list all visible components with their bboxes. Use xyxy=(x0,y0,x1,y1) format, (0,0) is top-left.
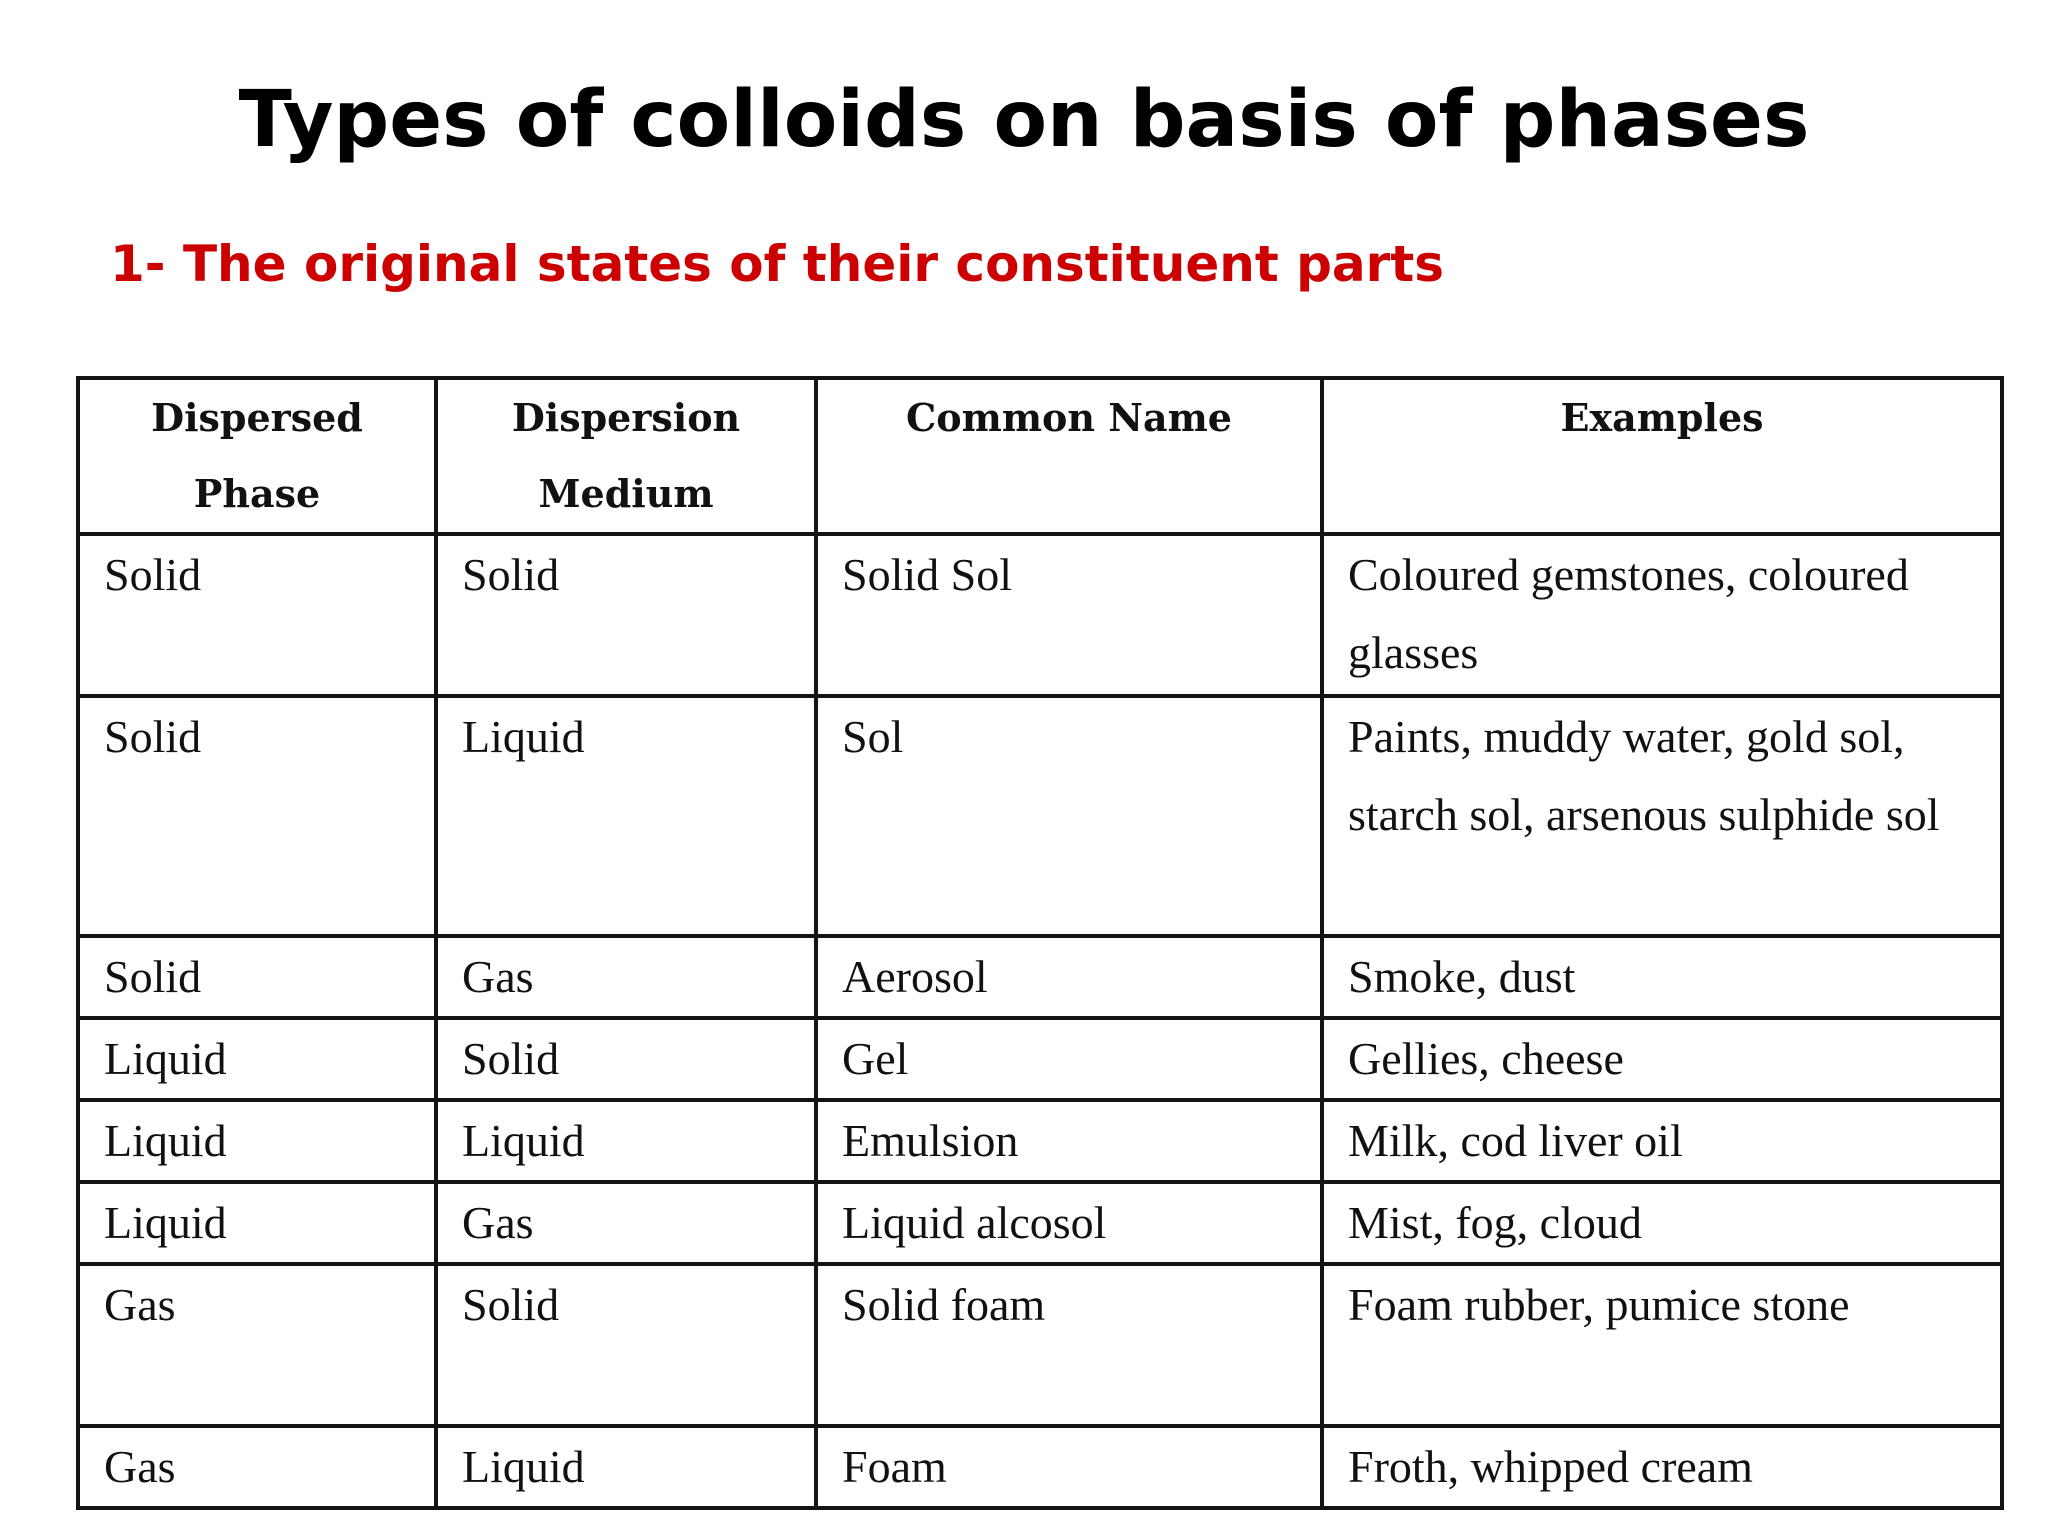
cell-dispersion-medium: Gas xyxy=(436,936,816,1018)
cell-examples: Foam rubber, pumice stone xyxy=(1322,1264,2002,1426)
cell-common-name: Solid Sol xyxy=(816,534,1322,696)
cell-dispersed-phase: Liquid xyxy=(78,1018,436,1100)
cell-examples: Paints, muddy water, gold sol, starch sol, arsenous sulphide sol xyxy=(1322,696,2002,936)
table-row xyxy=(78,534,2002,696)
table-row xyxy=(78,696,2002,936)
cell-common-name: Foam xyxy=(816,1426,1322,1508)
cell-common-name: Liquid alcosol xyxy=(816,1182,1322,1264)
cell-dispersion-medium: Liquid xyxy=(436,1426,816,1508)
cell-dispersion-medium: Liquid xyxy=(436,1100,816,1182)
cell-dispersed-phase: Gas xyxy=(78,1426,436,1508)
cell-common-name: Aerosol xyxy=(816,936,1322,1018)
cell-dispersed-phase: Solid xyxy=(78,696,436,936)
slide-subtitle: 1- The original states of their constituent parts xyxy=(110,235,1444,293)
table-row xyxy=(78,936,2002,1018)
cell-common-name: Solid foam xyxy=(816,1264,1322,1426)
header-common-name: Common Name xyxy=(816,378,1322,534)
table-row xyxy=(78,1426,2002,1508)
cell-examples: Coloured gemstones, coloured glasses xyxy=(1322,534,2002,696)
header-dispersed-phase: Dispersed Phase xyxy=(78,378,436,534)
cell-dispersion-medium: Liquid xyxy=(436,696,816,936)
colloids-table xyxy=(76,376,2004,1510)
cell-dispersion-medium: Solid xyxy=(436,1264,816,1426)
cell-examples: Froth, whipped cream xyxy=(1322,1426,2002,1508)
table-header-row xyxy=(78,378,2002,534)
header-examples: Examples xyxy=(1322,378,2002,534)
header-dispersion-medium: Dispersion Medium xyxy=(436,378,816,534)
cell-dispersed-phase: Gas xyxy=(78,1264,436,1426)
cell-common-name: Gel xyxy=(816,1018,1322,1100)
cell-dispersion-medium: Solid xyxy=(436,1018,816,1100)
slide-title: Types of colloids on basis of phases xyxy=(238,75,1810,165)
cell-dispersed-phase: Liquid xyxy=(78,1182,436,1264)
cell-examples: Gellies, cheese xyxy=(1322,1018,2002,1100)
cell-dispersion-medium: Solid xyxy=(436,534,816,696)
cell-examples: Mist, fog, cloud xyxy=(1322,1182,2002,1264)
cell-common-name: Emulsion xyxy=(816,1100,1322,1182)
cell-common-name: Sol xyxy=(816,696,1322,936)
table-row xyxy=(78,1018,2002,1100)
cell-examples: Smoke, dust xyxy=(1322,936,2002,1018)
table-row xyxy=(78,1264,2002,1426)
table-row xyxy=(78,1100,2002,1182)
cell-examples: Milk, cod liver oil xyxy=(1322,1100,2002,1182)
cell-dispersion-medium: Gas xyxy=(436,1182,816,1264)
cell-dispersed-phase: Solid xyxy=(78,936,436,1018)
cell-dispersed-phase: Solid xyxy=(78,534,436,696)
cell-dispersed-phase: Liquid xyxy=(78,1100,436,1182)
table-row xyxy=(78,1182,2002,1264)
